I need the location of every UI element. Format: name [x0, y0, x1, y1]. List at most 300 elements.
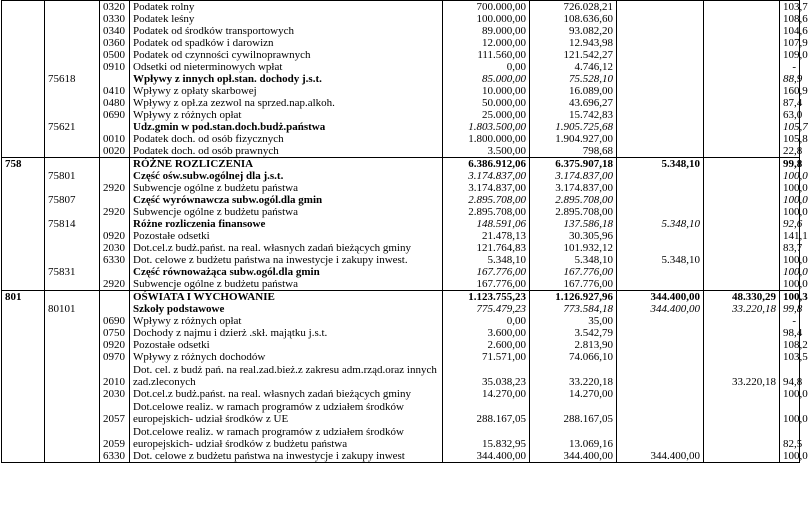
commissioned-cell	[704, 194, 780, 206]
dzial-cell	[2, 363, 45, 388]
description-cell: Podatek od spadków i darowizn	[130, 37, 443, 49]
dzial-cell: 801	[2, 291, 45, 304]
description-cell: Dot. celowe z budżetu państwa na inwestycje i zakupy inwest	[130, 450, 443, 463]
investment-cell: 5.348,10	[617, 158, 704, 171]
table-row	[2, 49, 800, 61]
plan-cell: 344.400,00	[443, 450, 530, 463]
rozdzial-cell	[45, 291, 100, 304]
plan-cell: 111.560,00	[443, 49, 530, 61]
table-row	[2, 327, 800, 339]
dzial-cell	[2, 121, 45, 133]
paragraf-cell	[100, 303, 130, 315]
table-row	[2, 363, 800, 388]
rozdzial-cell	[45, 25, 100, 37]
dzial-cell	[2, 85, 45, 97]
table-row	[2, 97, 800, 109]
commissioned-cell	[704, 327, 780, 339]
investment-cell	[617, 49, 704, 61]
table-row	[2, 339, 800, 351]
dzial-cell	[2, 425, 45, 450]
dzial-cell	[2, 13, 45, 25]
percent-cell: 107,9	[780, 37, 800, 49]
rozdzial-cell	[45, 37, 100, 49]
table-body	[2, 1, 808, 463]
commissioned-cell	[704, 230, 780, 242]
percent-cell: 100,0	[780, 388, 800, 400]
investment-cell: 5.348,10	[617, 254, 704, 266]
plan-cell: 12.000,00	[443, 37, 530, 49]
percent-cell: 100,0	[780, 170, 800, 182]
dzial-cell	[2, 450, 45, 463]
rozdzial-cell: 75618	[45, 73, 100, 85]
paragraf-cell: 0020	[100, 145, 130, 158]
commissioned-cell	[704, 109, 780, 121]
percent-cell: 100,0	[780, 194, 800, 206]
execution-cell: 121.542,27	[530, 49, 617, 61]
paragraf-cell: 2920	[100, 182, 130, 194]
percent-cell: 103,7	[780, 1, 800, 14]
commissioned-cell: 48.330,29	[704, 291, 780, 304]
plan-cell: 288.167,05	[443, 400, 530, 425]
paragraf-cell: 2030	[100, 242, 130, 254]
plan-cell: 6.386.912,06	[443, 158, 530, 171]
investment-cell	[617, 37, 704, 49]
plan-cell: 2.895.708,00	[443, 194, 530, 206]
percent-cell: 100,3	[780, 291, 800, 304]
dzial-cell	[2, 327, 45, 339]
execution-cell: 3.174.837,00	[530, 170, 617, 182]
table-row	[2, 145, 800, 158]
investment-cell: 344.400,00	[617, 450, 704, 463]
percent-cell: 109,0	[780, 49, 800, 61]
investment-cell	[617, 339, 704, 351]
rozdzial-cell	[45, 351, 100, 363]
rozdzial-cell	[45, 182, 100, 194]
plan-cell: 167.776,00	[443, 278, 530, 291]
table-row	[2, 388, 800, 400]
execution-cell: 798,68	[530, 145, 617, 158]
table-row	[2, 230, 800, 242]
description-cell: Subwencje ogólne z budżetu państwa	[130, 206, 443, 218]
dzial-cell	[2, 339, 45, 351]
paragraf-cell: 0330	[100, 13, 130, 25]
description-cell: Dot. cel. z budż pań. na real.zad.bież.z zakresu adm.rząd.oraz innych zad.zleconych	[130, 363, 443, 388]
plan-cell: 775.479,23	[443, 303, 530, 315]
percent-cell: 108,6	[780, 13, 800, 25]
dzial-cell	[2, 303, 45, 315]
investment-cell	[617, 133, 704, 145]
investment-cell	[617, 61, 704, 73]
plan-cell: 1.123.755,23	[443, 291, 530, 304]
rozdzial-cell: 80101	[45, 303, 100, 315]
investment-cell	[617, 388, 704, 400]
rozdzial-cell	[45, 133, 100, 145]
execution-cell: 14.270,00	[530, 388, 617, 400]
paragraf-cell: 0690	[100, 315, 130, 327]
plan-cell: 89.000,00	[443, 25, 530, 37]
investment-cell	[617, 109, 704, 121]
dzial-cell	[2, 97, 45, 109]
table-row	[2, 303, 800, 315]
dzial-cell	[2, 194, 45, 206]
commissioned-cell	[704, 133, 780, 145]
percent-cell: 63,0	[780, 109, 800, 121]
plan-cell: 700.000,00	[443, 1, 530, 14]
commissioned-cell: 33.220,18	[704, 303, 780, 315]
paragraf-cell: 0500	[100, 49, 130, 61]
table-row	[2, 450, 800, 463]
paragraf-cell: 2920	[100, 206, 130, 218]
investment-cell: 344.400,00	[617, 303, 704, 315]
percent-cell: 82,5	[780, 425, 800, 450]
investment-cell	[617, 97, 704, 109]
paragraf-cell: 0480	[100, 97, 130, 109]
execution-cell: 93.082,20	[530, 25, 617, 37]
execution-cell: 1.904.927,00	[530, 133, 617, 145]
percent-cell: 94,8	[780, 363, 800, 388]
plan-cell: 5.348,10	[443, 254, 530, 266]
percent-cell: 108,2	[780, 339, 800, 351]
dzial-cell	[2, 1, 45, 14]
plan-cell: 2.895.708,00	[443, 206, 530, 218]
execution-cell: 33.220,18	[530, 363, 617, 388]
rozdzial-cell	[45, 206, 100, 218]
paragraf-cell	[100, 170, 130, 182]
investment-cell	[617, 278, 704, 291]
execution-cell: 288.167,05	[530, 400, 617, 425]
execution-cell: 2.895.708,00	[530, 194, 617, 206]
percent-cell: 98,4	[780, 327, 800, 339]
commissioned-cell	[704, 351, 780, 363]
table-row	[2, 133, 800, 145]
execution-cell: 773.584,18	[530, 303, 617, 315]
dzial-cell	[2, 242, 45, 254]
description-cell: Podatek leśny	[130, 13, 443, 25]
dzial-cell	[2, 61, 45, 73]
description-cell: Podatek rolny	[130, 1, 443, 14]
commissioned-cell	[704, 450, 780, 463]
investment-cell	[617, 206, 704, 218]
budget-income-table	[1, 0, 808, 463]
rozdzial-cell: 75621	[45, 121, 100, 133]
commissioned-cell	[704, 388, 780, 400]
execution-cell: 16.089,00	[530, 85, 617, 97]
commissioned-cell	[704, 242, 780, 254]
investment-cell	[617, 182, 704, 194]
rozdzial-cell	[45, 230, 100, 242]
rozdzial-cell	[45, 339, 100, 351]
execution-cell: 35,00	[530, 315, 617, 327]
table-row	[2, 25, 800, 37]
dzial-cell	[2, 170, 45, 182]
commissioned-cell	[704, 315, 780, 327]
table-row	[2, 13, 800, 25]
dzial-cell	[2, 388, 45, 400]
description-cell: Część równoważąca subw.ogól.dla gmin	[130, 266, 443, 278]
execution-cell: 15.742,83	[530, 109, 617, 121]
rozdzial-cell	[45, 242, 100, 254]
plan-cell: 3.174.837,00	[443, 170, 530, 182]
table-row	[2, 37, 800, 49]
investment-cell	[617, 400, 704, 425]
execution-cell: 726.028,21	[530, 1, 617, 14]
dzial-cell	[2, 218, 45, 230]
paragraf-cell: 2010	[100, 363, 130, 388]
rozdzial-cell: 75807	[45, 194, 100, 206]
description-cell: Część wyrównawcza subw.ogól.dla gmin	[130, 194, 443, 206]
table-row	[2, 73, 800, 85]
paragraf-cell: 0920	[100, 230, 130, 242]
description-cell: Podatek doch. od osób fizycznych	[130, 133, 443, 145]
paragraf-cell: 0920	[100, 339, 130, 351]
rozdzial-cell: 75831	[45, 266, 100, 278]
dzial-cell	[2, 133, 45, 145]
dzial-cell	[2, 206, 45, 218]
paragraf-cell	[100, 218, 130, 230]
table-row	[2, 278, 800, 291]
paragraf-cell: 0320	[100, 1, 130, 14]
execution-cell: 5.348,10	[530, 254, 617, 266]
commissioned-cell	[704, 254, 780, 266]
commissioned-cell	[704, 145, 780, 158]
execution-cell: 6.375.907,18	[530, 158, 617, 171]
description-cell: Wpływy z opłaty skarbowej	[130, 85, 443, 97]
plan-cell: 148.591,06	[443, 218, 530, 230]
percent-cell: 92,6	[780, 218, 800, 230]
investment-cell	[617, 351, 704, 363]
dzial-cell	[2, 230, 45, 242]
percent-cell: 160,9	[780, 85, 800, 97]
dzial-cell	[2, 37, 45, 49]
dzial-cell	[2, 145, 45, 158]
dzial-cell	[2, 109, 45, 121]
investment-cell	[617, 327, 704, 339]
paragraf-cell: 2030	[100, 388, 130, 400]
commissioned-cell: 33.220,18	[704, 363, 780, 388]
plan-cell: 0,00	[443, 61, 530, 73]
paragraf-cell: 0750	[100, 327, 130, 339]
paragraf-cell: 0410	[100, 85, 130, 97]
description-cell: Pozostałe odsetki	[130, 230, 443, 242]
rozdzial-cell	[45, 278, 100, 291]
plan-cell: 3.174.837,00	[443, 182, 530, 194]
paragraf-cell: 0340	[100, 25, 130, 37]
rozdzial-cell	[45, 450, 100, 463]
percent-cell: 100,0	[780, 266, 800, 278]
execution-cell: 4.746,12	[530, 61, 617, 73]
description-cell: Dot.cel.z budż.państ. na real. własnych zadań bieżących gminy	[130, 388, 443, 400]
table-row	[2, 1, 800, 14]
paragraf-cell: 2059	[100, 425, 130, 450]
table-row	[2, 194, 800, 206]
description-cell: OŚWIATA I WYCHOWANIE	[130, 291, 443, 304]
table-row	[2, 266, 800, 278]
plan-cell: 10.000,00	[443, 85, 530, 97]
rozdzial-cell	[45, 1, 100, 14]
paragraf-cell: 2920	[100, 278, 130, 291]
description-cell: Podatek od czynności cywilnoprawnych	[130, 49, 443, 61]
paragraf-cell: 2057	[100, 400, 130, 425]
plan-cell: 50.000,00	[443, 97, 530, 109]
percent-cell: 105,8	[780, 133, 800, 145]
investment-cell	[617, 315, 704, 327]
rozdzial-cell	[45, 158, 100, 171]
description-cell: Subwencje ogólne z budżetu państwa	[130, 278, 443, 291]
rozdzial-cell	[45, 97, 100, 109]
plan-cell: 2.600,00	[443, 339, 530, 351]
percent-cell: 141,1	[780, 230, 800, 242]
investment-cell	[617, 13, 704, 25]
percent-cell: 100,0	[780, 400, 800, 425]
investment-cell	[617, 1, 704, 14]
rozdzial-cell	[45, 49, 100, 61]
plan-cell: 100.000,00	[443, 13, 530, 25]
dzial-cell	[2, 254, 45, 266]
dzial-cell	[2, 351, 45, 363]
percent-cell: 100,0	[780, 206, 800, 218]
plan-cell: 167.776,00	[443, 266, 530, 278]
dzial-cell: 758	[2, 158, 45, 171]
dzial-cell	[2, 182, 45, 194]
percent-cell: 87,4	[780, 97, 800, 109]
description-cell: Wpływy z różnych dochodów	[130, 351, 443, 363]
execution-cell: 30.305,96	[530, 230, 617, 242]
commissioned-cell	[704, 278, 780, 291]
commissioned-cell	[704, 339, 780, 351]
commissioned-cell	[704, 400, 780, 425]
investment-cell	[617, 73, 704, 85]
rozdzial-cell	[45, 254, 100, 266]
execution-cell: 1.905.725,68	[530, 121, 617, 133]
table-row	[2, 315, 800, 327]
plan-cell: 71.571,00	[443, 351, 530, 363]
commissioned-cell	[704, 425, 780, 450]
description-cell: Udz.gmin w pod.stan.doch.budż.państwa	[130, 121, 443, 133]
description-cell: Szkoły podstawowe	[130, 303, 443, 315]
investment-cell	[617, 145, 704, 158]
commissioned-cell	[704, 73, 780, 85]
plan-cell: 25.000,00	[443, 109, 530, 121]
dzial-cell	[2, 25, 45, 37]
paragraf-cell: 0360	[100, 37, 130, 49]
percent-cell: 100,0	[780, 182, 800, 194]
percent-cell: 105,7	[780, 121, 800, 133]
investment-cell	[617, 266, 704, 278]
execution-cell: 108.636,60	[530, 13, 617, 25]
description-cell: Podatek od środków transportowych	[130, 25, 443, 37]
percent-cell: 99,8	[780, 158, 800, 171]
paragraf-cell	[100, 158, 130, 171]
investment-cell	[617, 194, 704, 206]
dzial-cell	[2, 266, 45, 278]
paragraf-cell: 0690	[100, 109, 130, 121]
rozdzial-cell	[45, 388, 100, 400]
table-row	[2, 425, 800, 450]
table-row	[2, 351, 800, 363]
execution-cell: 43.696,27	[530, 97, 617, 109]
description-cell: Odsetki od nieterminowych wpłat	[130, 61, 443, 73]
execution-cell: 13.069,16	[530, 425, 617, 450]
description-cell: Różne rozliczenia finansowe	[130, 218, 443, 230]
execution-cell: 75.528,10	[530, 73, 617, 85]
plan-cell: 3.600,00	[443, 327, 530, 339]
description-cell: Podatek doch. od osób prawnych	[130, 145, 443, 158]
commissioned-cell	[704, 1, 780, 14]
investment-cell	[617, 425, 704, 450]
table-row	[2, 109, 800, 121]
execution-cell: 137.586,18	[530, 218, 617, 230]
commissioned-cell	[704, 218, 780, 230]
execution-cell: 74.066,10	[530, 351, 617, 363]
execution-cell: 3.542,79	[530, 327, 617, 339]
paragraf-cell	[100, 194, 130, 206]
description-cell: Dochody z najmu i dzierż .skł. majątku j.s.t.	[130, 327, 443, 339]
execution-cell: 344.400,00	[530, 450, 617, 463]
commissioned-cell	[704, 97, 780, 109]
paragraf-cell	[100, 121, 130, 133]
investment-cell	[617, 85, 704, 97]
description-cell: Pozostałe odsetki	[130, 339, 443, 351]
execution-cell: 1.126.927,96	[530, 291, 617, 304]
dzial-cell	[2, 73, 45, 85]
percent-cell: 100,0	[780, 450, 800, 463]
percent-cell: 22,8	[780, 145, 800, 158]
table-row	[2, 206, 800, 218]
commissioned-cell	[704, 170, 780, 182]
execution-cell: 167.776,00	[530, 266, 617, 278]
description-cell: Wpływy z różnych opłat	[130, 109, 443, 121]
commissioned-cell	[704, 121, 780, 133]
table-row	[2, 218, 800, 230]
plan-cell: 1.800.000,00	[443, 133, 530, 145]
percent-cell: 100,0	[780, 278, 800, 291]
commissioned-cell	[704, 266, 780, 278]
commissioned-cell	[704, 49, 780, 61]
dzial-cell	[2, 315, 45, 327]
investment-cell	[617, 230, 704, 242]
description-cell: RÓŻNE ROZLICZENIA	[130, 158, 443, 171]
execution-cell: 2.813,90	[530, 339, 617, 351]
rozdzial-cell	[45, 109, 100, 121]
execution-cell: 101.932,12	[530, 242, 617, 254]
percent-cell: -	[780, 315, 800, 327]
commissioned-cell	[704, 158, 780, 171]
rozdzial-cell	[45, 85, 100, 97]
dzial-cell	[2, 49, 45, 61]
commissioned-cell	[704, 206, 780, 218]
rozdzial-cell	[45, 315, 100, 327]
description-cell: Część ośw.subw.ogólnej dla j.s.t.	[130, 170, 443, 182]
plan-cell: 14.270,00	[443, 388, 530, 400]
plan-cell: 85.000,00	[443, 73, 530, 85]
paragraf-cell	[100, 291, 130, 304]
table-row	[2, 242, 800, 254]
rozdzial-cell	[45, 61, 100, 73]
table-row	[2, 291, 800, 304]
percent-cell: 104,6	[780, 25, 800, 37]
description-cell: Subwencje ogólne z budżetu państwa	[130, 182, 443, 194]
plan-cell: 15.832,95	[443, 425, 530, 450]
description-cell: Dot.cel.z budż.państ. na real. własnych zadań bieżących gminy	[130, 242, 443, 254]
rozdzial-cell	[45, 400, 100, 425]
commissioned-cell	[704, 182, 780, 194]
percent-cell: 88,9	[780, 73, 800, 85]
rozdzial-cell	[45, 327, 100, 339]
plan-cell: 35.038,23	[443, 363, 530, 388]
table-row	[2, 400, 800, 425]
paragraf-cell: 0970	[100, 351, 130, 363]
execution-cell: 167.776,00	[530, 278, 617, 291]
